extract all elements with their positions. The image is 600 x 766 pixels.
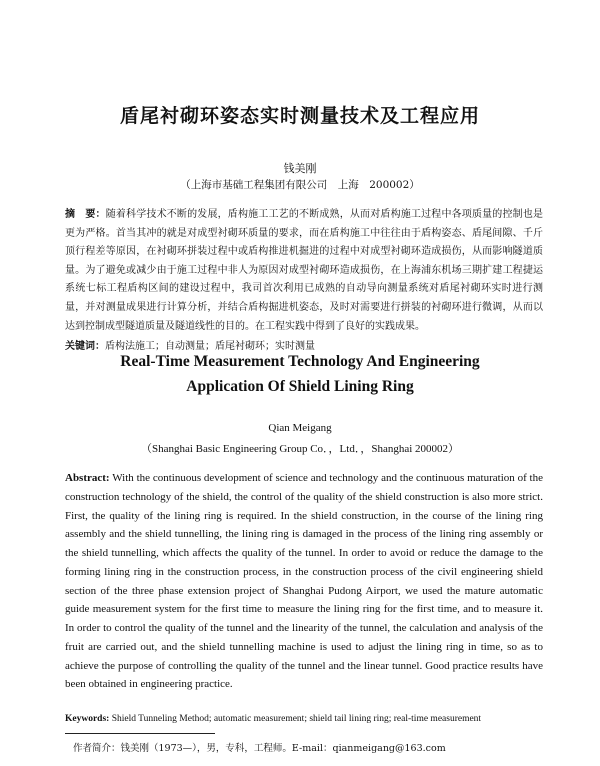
english-keywords bbox=[65, 712, 543, 726]
chinese-keywords-label: 关键词： bbox=[65, 341, 105, 352]
english-affiliation: （Shanghai Basic Engineering Group Co．，Ltd．，Shanghai 200002） bbox=[140, 443, 460, 455]
footnote-divider bbox=[65, 733, 215, 734]
english-title bbox=[0, 349, 600, 399]
chinese-title: 盾尾衬砌环姿态实时测量技术及工程应用 bbox=[119, 105, 480, 127]
english-abstract bbox=[65, 469, 543, 694]
chinese-keywords-text: 盾构法施工；自动测量；盾尾衬砌环；实时测量 bbox=[105, 341, 315, 352]
chinese-affiliation: （上海市基础工程集团有限公司 上海 200002） bbox=[180, 179, 420, 191]
english-title-line1: Real-Time Measurement Technology And Engineering bbox=[120, 353, 480, 370]
english-abstract-label: Abstract: bbox=[65, 472, 110, 484]
chinese-abstract-text: 随着科学技术不断的发展，盾构施工工艺的不断成熟，从而对盾构施工过程中各项质量的控制也是更为严格。首当其冲的就是对成型衬砌环质量的要求，而在盾构施工中往往由于盾构姿态、盾尾间隙、千斤顶行程差等原因，在衬砌环拼装过程中或盾构推进机掘进的过程中对成型衬砌环造成损伤，从而影响隧道质量。为了避免或减少由于施工过程中非人为原因对成型衬砌环造成损伤，在上海浦东机场三期扩建工程捷运系统七标工程盾构区间的建设过程中，我司首次利用已成熟的自动导向测量系统对盾尾衬砌环实时进行测量，并对测量成果进行计算分析，并结合盾构掘进机姿态，及时对需要进行拼装的衬砌环进行微调，从而以达到控制成型隧道质量及隧道线性的目的。在工程实践中得到了良好的实践成果。 bbox=[65, 209, 544, 332]
chinese-abstract bbox=[65, 206, 543, 336]
author-footnote: 作者简介：钱美刚（1973—），男，专科，工程师。E-mail：qianmeigang@163.com bbox=[73, 743, 446, 754]
english-title-line2: Application Of Shield Lining Ring bbox=[186, 378, 414, 395]
english-keywords-text: Shield Tunneling Method; automatic measurement; shield tail lining ring; real-time measurement bbox=[109, 714, 482, 724]
chinese-author: 钱美刚 bbox=[283, 162, 317, 175]
chinese-abstract-label: 摘 要： bbox=[65, 209, 106, 220]
english-abstract-text: With the continuous development of science and technology and the continuous maturation of the construction technology of the shield, the control of the quality of the shield construction is also more strict. First, the quality of the lining ring is required. In the shield construction, in the course of the lining ring assembly and the shield tunnelling, the lining ring is damaged in the process of the lining ring assembly or the shield tunnelling, which affects the quality of the tunnel. In order to avoid or reduce the damage to the forming lining ring in the construction process, in the construction process of the civil engineering shield section of the three phase extension project of Shanghai Pudong Airport, we used the mature automatic guide measurement system for the first time to measure the lining ring for the first time, and to measure it. In order to control the quality of the tunnel and the linearity of the tunnel, the calculation and analysis of the fruit are carried out, and the shield tunnelling machine is used to adjust the lining ring in time, so as to achieve the purpose of controlling the quality of the tunnel and the linear tunnel. Good practice results have been obtained in engineering practice. bbox=[65, 472, 543, 691]
english-keywords-label: Keywords: bbox=[65, 714, 110, 724]
english-author: Qian Meigang bbox=[268, 422, 332, 434]
